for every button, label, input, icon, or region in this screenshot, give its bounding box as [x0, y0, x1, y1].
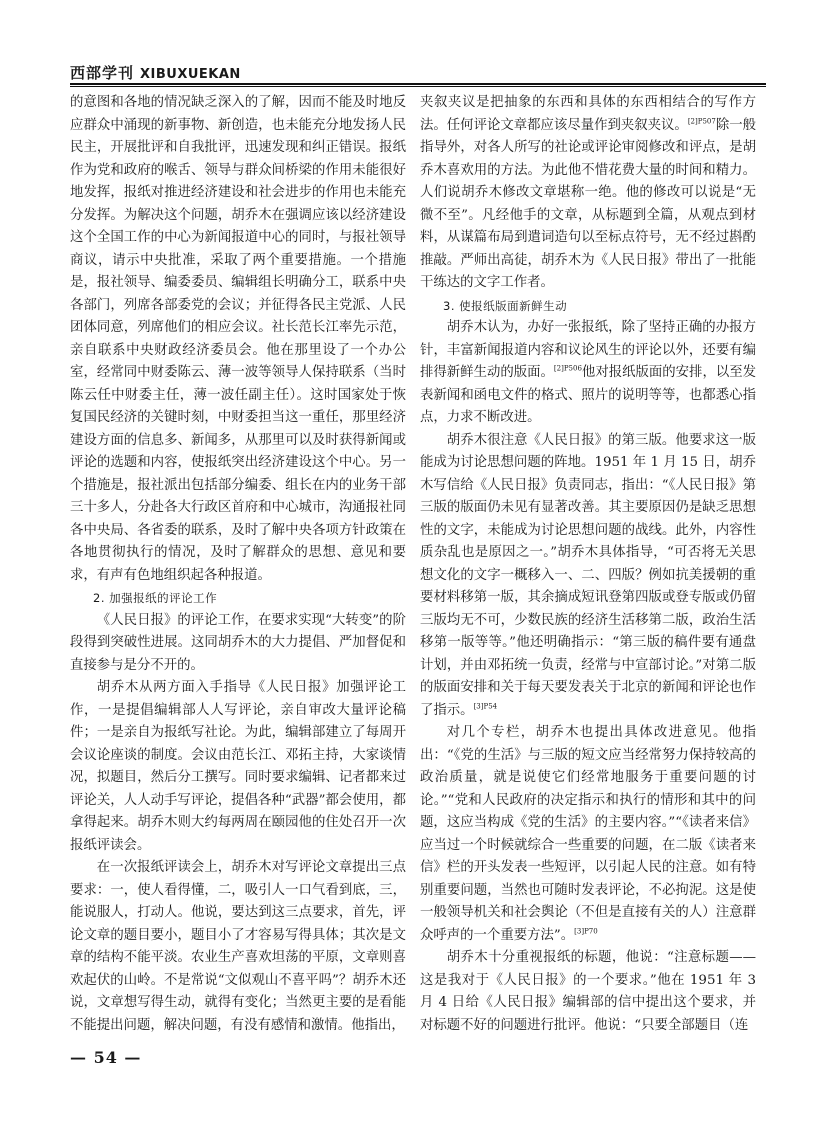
paragraph: 《人民日报》的评论工作，在要求实现“大转变”的阶段得到突破性进展。这同胡乔木的大力提倡、严加督促和直接参与是分不开的。 [70, 612, 406, 673]
citation: [3]P70 [574, 927, 598, 936]
paragraph [420, 722, 756, 947]
text: 胡乔木很注意《人民日报》的第三版。他要求这一版能成为讨论思想问题的阵地。1951 年 1 月 15 日，胡乔木写信给《人民日报》负责同志，指出：“《人民日报》第三版的版面仍未见有显著改善。其主要原因仍是缺乏思想性的文字，未能成为讨论思想问题的战线。此外，内容性质杂乱也是原因之一。”胡乔木具体指导，“可否将无关思想文化的文字一概移入一、二、四版？例如抗美援朝的重要材料移第一版，其余摘成短讯登第四版或登专版或仍留三版均无不可，少数民族的经济生活移第二版，政治生活移第一版等等。”他还明确指示：“第三版的稿件要有通盘计划，并由邓拓统一负责，经常与中宣部讨论。”对第二版的版面安排和关于每天要发表关于北京的新闻和评论也作了指示。 [420, 432, 756, 718]
text: 除一般指导外，对各人所写的社论或评论审阅修改和评点，是胡乔木喜欢用的方法。为此他不惜花费大量的时间和精力。人们说胡乔木修改文章堪称一绝。他的修改可以说是“无微不至”。凡经他手的文章，从标题到全篇，从观点到材料，从谋篇布局到遣词造句以至标点符号，无不经过斟酌推敲。严师出高徒，胡乔木为《人民日报》带出了一批能干练达的文字工作者。 [420, 117, 757, 290]
citation: [3]P54 [473, 702, 498, 711]
paragraph: 胡乔木十分重视报纸的标题，他说：“注意标题——这是我对于《人民日报》的一个要求。”他在 1951 年 3 月 4 日给《人民日报》编辑部的信中提出这个要求，并对标题不好的问题进行批评。他说：“只要全部题目（连 [420, 950, 756, 1033]
text: 胡乔木认为，办好一张报纸，除了坚持正确的办报方针，丰富新闻报道内容和议论风生的评论以外，还要有编排得新鲜生动的版面。 [420, 320, 756, 380]
journal-name: 西部学刊 [70, 64, 135, 82]
paragraph [420, 430, 756, 723]
right-column [420, 92, 756, 1037]
section-heading: 3. 使报纸版面新鲜生动 [443, 298, 568, 313]
text: 他对报纸版面的安排，以至发表新闻和函电文件的格式、照片的说明等等，也都悉心指点，力求不断改进。 [420, 365, 757, 425]
journal-pinyin: XIBUXUEKAN [140, 67, 241, 82]
paragraph: 的意图和各地的情况缺乏深入的了解，因而不能及时地反应群众中涌现的新事物、新创造，也未能充分地发扬人民民主，开展批评和自我批评，迅速发现和纠正错误。报纸作为党和政府的喉舌、领导与群众间桥梁的作用未能很好地发挥，报纸对推进经济建设和社会进步的作用也未能充分发挥。为解决这个问题，胡乔木在强调应该以经济建设这个全国工作的中心为新闻报道中心的同时，与报社领导商议，请示中央批准，采取了两个重要措施。一个措施是，报社领导、编委委员、编辑组长明确分工，联系中央各部门，列席各部委党的会议；并征得各民主党派、人民团体同意，列席他们的相应会议。社长范长江率先示范，亲自联系中央财政经济委员会。他在那里设了一个办公室，经常同中财委陈云、薄一波等领导人保持联系（当时陈云任中财委主任，薄一波任副主任）。这时国家处于恢复国民经济的关键时刻，中财委担当这一重任，那里经济建设方面的信息多、新闻多，从那里可以及时获得新闻或评论的选题和内容，使报纸突出经济建设这个中心。另一个措施是，报社派出包括部分编委、组长在内的业务干部三十多人，分赴各大行政区首府和中心城市，沟通报社同各中央局、各省委的联系，及时了解中央各项方针政策在各地贯彻执行的情况，及时了解群众的思想、意见和要求，有声有色地组织起各种报道。 [70, 95, 406, 583]
text: 夹叙夹议是把抽象的东西和具体的东西相结合的写作方法。任何评论文章都应该尽量作到夹叙夹议。 [420, 95, 756, 133]
paragraph [420, 317, 756, 430]
page-number: — 54 — [70, 1048, 142, 1067]
running-header [70, 62, 766, 84]
citation: [2]P507 [687, 117, 716, 126]
left-column [70, 92, 406, 1037]
header-rule [70, 83, 766, 87]
citation: [2]P506 [553, 364, 582, 373]
paragraph [420, 92, 756, 295]
text: 对几个专栏，胡乔木也提出具体改进意见。他指出：“《党的生活》与三版的短文应当经常努力保持较高的政治质量，就是说使它们经常地服务于重要问题的讨论。”“党和人民政府的决定指示和执行的情形和其中的问题，这应当构成《党的生活》的主要内容。”“《读者来信》应当过一个时候就综合一些重要的问题，在二版《读者来信》栏的开头发表一些短评，以引起人民的注意。如有特别重要问题，当然也可随时发表评论，不必拘泥。这是使一般领导机关和社会舆论（不但是直接有关的人）注意群众呼声的一个重要方法”。 [420, 725, 756, 943]
paragraph: 胡乔木从两方面入手指导《人民日报》加强评论工作，一是提倡编辑部人人写评论，亲自审改大量评论稿件；一是亲自为报纸写社论。为此，编辑部建立了每周开会议论座谈的制度。会议由范长江、邓拓主持，大家谈情况，拟题目，然后分工撰写。同时要求编辑、记者都来过评论关，人人动手写评论，提倡各种“武器”都会使用，都拿得起来。胡乔木则大约每两周在颐园他的住处召开一次报纸评读会。 [70, 680, 406, 853]
paragraph: 在一次报纸评读会上，胡乔木对写评论文章提出三点要求：一，使人看得懂，二，吸引人一口气看到底，三，能说服人，打动人。他说，要达到这三点要求，首先，评论文章的题目要小，题目小了才容易写得具体；其次是文章的结构不能平淡。农业生产喜欢坦荡的平原，文章则喜欢起伏的山岭。不是常说“文似观山不喜平吗”？胡乔木还说，文章想写得生动，就得有变化；当然更主要的是看能不能提出问题，解决问题，有没有感情和激情。他指出， [70, 860, 406, 1033]
section-heading: 2. 加强报纸的评论工作 [93, 591, 218, 605]
